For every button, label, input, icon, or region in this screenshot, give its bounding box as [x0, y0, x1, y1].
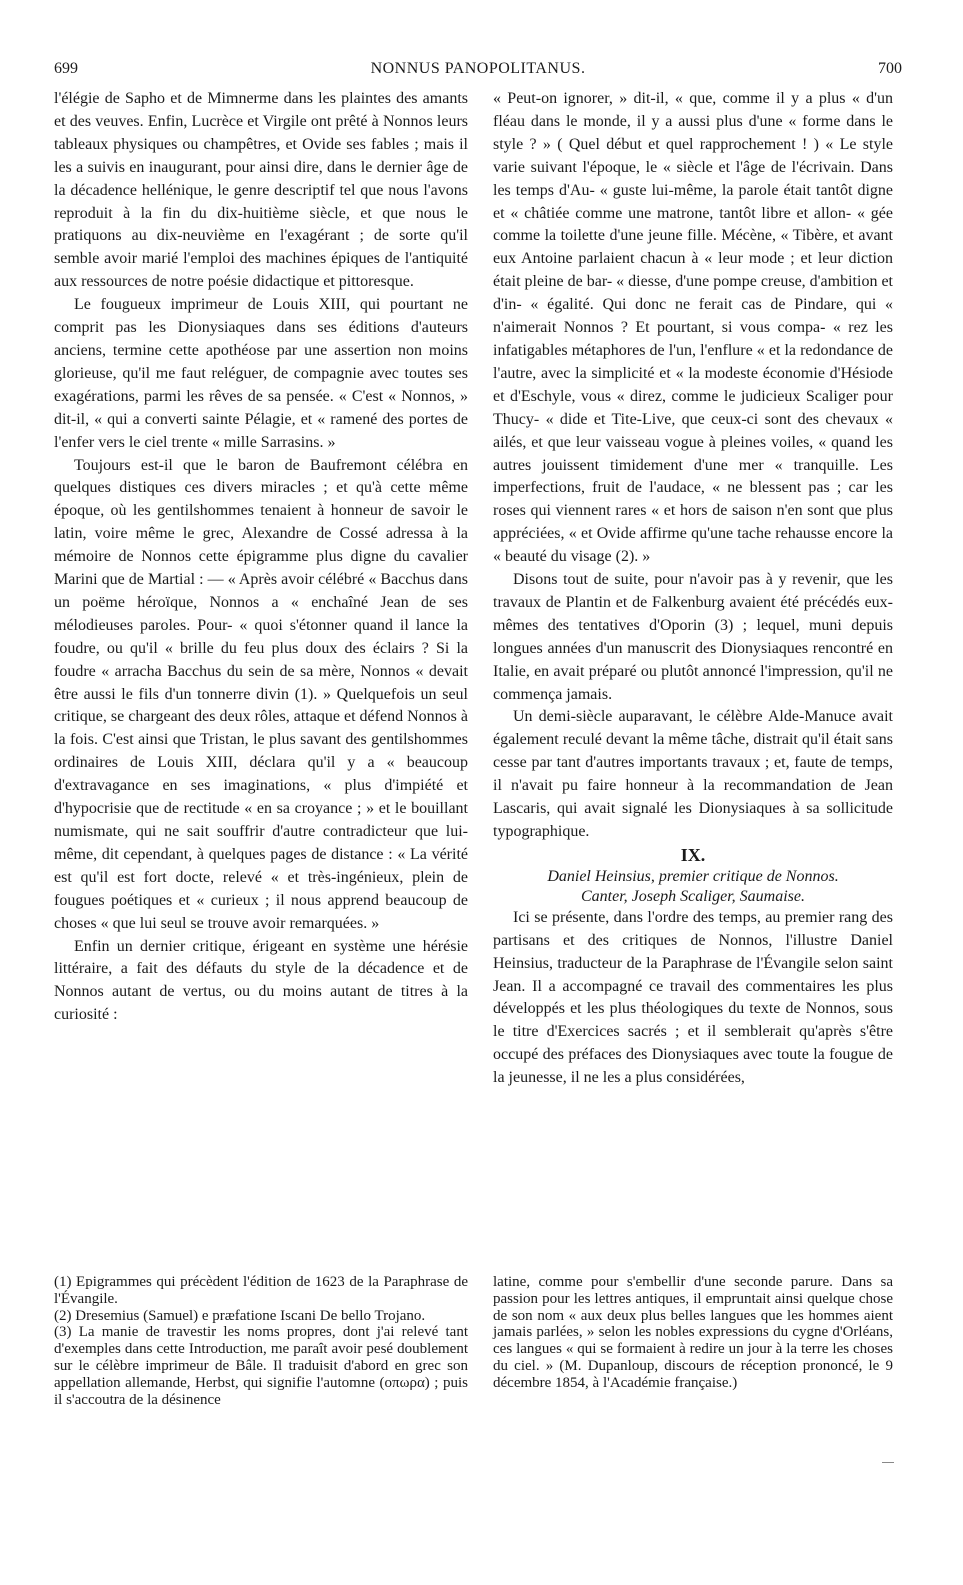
- paragraph: Un demi-siècle auparavant, le célèbre Alde-Manuce avait également reculé devant la même tâche, distrait qu'il était sans cesse par tant d'autres importants travaux ; et, faute de temps, il n'avait pu faire honneur à la recommandation de Jean Lascaris, qui avait signalé les Dionysiaques à sa sollicitude typographique.: [493, 708, 893, 840]
- footnotes-right: [493, 1274, 893, 1392]
- page-mark: [882, 1462, 894, 1463]
- footnote: (3) La manie de travestir les noms propres, dont j'ai relevé tant d'exemples dans cette Introduction, me paraît avoir pesé doublement sur le célèbre imprimeur de Bâle. Il traduisit d'abord en grec son appellation allemande, Herbst, qui signifie l'automne (οπωρα) ; puis il s'accoutra de la désinence: [54, 1324, 468, 1408]
- footnote-continuation: latine, comme pour s'embellir d'une seconde parure. Dans sa passion pour les lettres antiques, il empruntait ainsi quelque chose de son nom « aux deux plus belles langues que les hommes aient jamais parlées, » selon les nobles expressions du cygne d'Orléans, ces langues « qui se formaient à redire un jour à la terre les choses du ciel. » (M. Dupanloup, discours de réception prononcé, le 9 décembre 1854, à l'Académie française.): [493, 1274, 893, 1391]
- page-number-right: 700: [878, 60, 902, 77]
- section-number: IX.: [680, 844, 706, 865]
- paragraph: Le fougueux imprimeur de Louis XIII, qui pourtant ne comprit pas les Dionysiaques dans ses éditions d'auteurs anciens, termine cette apothéose par une assertion non moins glorieuse, qu'il me faut reléguer, de compagnie avec toutes ses exagérations, parmi les rêves de sa pensée. « C'est « Nonnos, » dit-il, « qui a converti sainte Pélagie, et « ramené des portes de l'enfer vers le ciel trente « mille Sarrasins. »: [54, 296, 468, 451]
- paragraph: l'élégie de Sapho et de Mimnerme dans les plaintes des amants et des veuves. Enfin, Lucrèce et Virgile ont prêté à Nonnos leurs tableaux physiques ou champêtres, et Ovide ses fables ; mais il les a suivis en inaugurant, pour ainsi dire, dans le dernier âge de la décadence hellénique, le genre descriptif tel que nous l'avons reproduit à la fin du dix-huitième siècle, et que nous le pratiquons au dix-neuvième en l'exagérant ; de sorte qu'il semble avoir marié l'emploi des machines épiques de l'antiquité aux ressources de notre poésie didactique et pittoresque.: [54, 90, 468, 291]
- left-column: [54, 88, 468, 1027]
- footnote: (2) Dresemius (Samuel) e præfatione Iscani De bello Trojano.: [54, 1307, 426, 1324]
- footnotes-left: [54, 1274, 468, 1408]
- paragraph: Disons tout de suite, pour n'avoir pas à y revenir, que les travaux de Plantin et de Falkenburg avaient été précédés eux-mêmes des tentatives d'Oporin (3) ; lequel, muni depuis longues années d'un manuscrit des Dionysiaques rencontré en Italie, en avait préparé ou plutôt annoncé l'impression, qu'il ne commença jamais.: [493, 571, 893, 703]
- paragraph: « Peut-on ignorer, » dit-il, « que, comme il y a plus « d'un fléau dans le monde, il y a aussi plus d'une « forme dans le style ? » ( Quel début et quel rapprochement ! ) « Le style varie suivant l'époque, le « siècle et l'âge de l'écrivain. Dans les temps d'Au- « guste lui-même, la parole était tantôt digne et « châtiée comme une matrone, tantôt libre et allon- « gée comme la toilette d'une jeune fille. Mécène, « Tibère, et avant eux Antoine parlaient chacun à « leur mode ; et leur diction était pleine de bar- « diesse, d'une pompe creuse, d'ambition et d'in- « égalité. Qui donc ne ferait cas de Pindare, qui « n'aimerait Nonnos ? Et pourtant, si vous compa- « rez les infatigables métaphores de l'un, l'enflure « et la redondance de l'autre, avec la simplicité et « la modeste économie d'Hésiode et d'Eschyle, vous « direz, comme le judicieux Scaliger pour Thucy- « dide et Tite-Live, que ceux-ci sont des chevaux « ailés, et que leur vaisseau vogue à pleines voiles, « quand les autres jouissent timidement d'une mer « tranquille. Les imperfections, fruit de l'audace, « ne blessent pas ; car les roses qui viennent rares « et hors de saison n'en sont que plus appréciées, « et Ovide affirme qu'une tache rehausse encore la « beauté du visage (2). »: [493, 90, 893, 566]
- running-title: NONNUS PANOPOLITANUS.: [370, 60, 586, 77]
- page-number-left: 699: [54, 60, 78, 77]
- paragraph: Enfin un dernier critique, érigeant en système une hérésie littéraire, a fait des défauts du style de la décadence et de Nonnos autant de vertus, ou du moins autant de titres à la curiosité :: [54, 937, 468, 1024]
- footnote: (1) Epigrammes qui précèdent l'édition de 1623 de la Paraphrase de l'Évangile.: [54, 1274, 468, 1307]
- page-header: [54, 60, 902, 82]
- paragraph: Toujours est-il que le baron de Baufremont célébra en quelques distiques ces divers miracles ; et qu'à cette même époque, où les gentilshommes tenaient à honneur de savoir le latin, voire même le grec, Alexandre de Cossé adressa à la mémoire de Nonnos cette épigramme plus digne du cavalier Marini que de Martial : — « Après avoir célébré « Bacchus dans un poëme héroïque, Nonnos a « enchaîné Jean de ses mélodieuses paroles. Pour- « quoi s'étonner quand il lance la foudre, ou qu'il « brille du feu plus doux des éclairs ? Si la foudre « arracha Bacchus du sein de sa mère, Nonnos « devait être aussi le fils d'un tonnerre divin (1). » Quelquefois un seul critique, se chargeant des deux rôles, attaque et défend Nonnos à la fois. C'est ainsi que Tristan, le plus savant des gentilshommes ordinaires de Louis XIII, déclara qu'il y a « beaucoup d'extravagance en ses imaginations, « plus d'impiété et d'hypocrisie que de rectitude « en sa croyance ; » et le bouillant numismate, qui ne sait souffrir d'autre contradicteur que lui-même, dit cependant, à quelques pages de distance : « La vérité est qu'il est fort docte, relevé « et très-ingénieux, plein de fougues poétiques et « curieux ; il nous apprend beaucoup de choses « que lui seul se trouve avoir remarquées. »: [54, 456, 468, 932]
- section-subtitle: Canter, Joseph Scaliger, Saumaise.: [581, 887, 805, 905]
- paragraph: Ici se présente, dans l'ordre des temps, au premier rang des partisans et des critiques de Nonnos, l'illustre Daniel Heinsius, traducteur de la Paraphrase de l'Évangile selon saint Jean. Il a accompagné ce travail des commentaires les plus développés et les plus théologiques du texte de Nonnos, sous le titre d'Exercices sacrés ; et il semblerait qu'après s'être occupé des préfaces des Dionysiaques avec toute la fougue de la jeunesse, il ne les a plus considérées,: [493, 908, 893, 1087]
- section-title: Daniel Heinsius, premier critique de Nonnos.: [547, 867, 839, 885]
- right-column: [493, 88, 893, 1090]
